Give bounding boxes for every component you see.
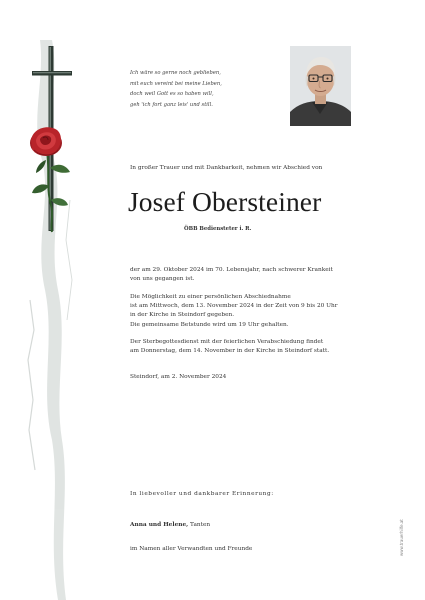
announcement-body [130,266,375,390]
funeral-service-paragraph [130,338,375,356]
intro-text: In großer Trauer und mit Dankbarkeit, nehmen wir Abschied von [130,165,323,171]
verse-line: geh 'ich fort ganz leis' und still. [130,101,213,108]
place-date: Steindorf, am 2. November 2024 [130,373,227,380]
remembrance-line: In liebevoller und dankbarer Erinnerung: [130,491,274,497]
rose-icon [30,127,62,156]
text-line: Die Möglichkeit zu einer persönlichen Abschiednahme [130,293,291,300]
verse-line: doch weil Gott es so haben will, [130,91,214,98]
mourner-relation: Tanten [190,522,211,528]
text-line: am Donnerstag, dem 14. November in der Kirche in Steindorf statt. [130,348,330,355]
deceased-profession: ÖBB Bediensteter i. R. [184,226,252,232]
farewell-info-paragraph [130,293,375,330]
deceased-name: Josef Obersteiner [128,186,322,217]
mourners-line [130,522,210,528]
verse-line: Ich wäre so gerne noch geblieben, [130,70,221,76]
text-line: der am 29. Oktober 2024 im 70. Lebensjahr, nach schwerer Krankeit [130,267,333,273]
text-line: in der Kirche in Steindorf gegeben. [130,312,235,319]
mourner-names: Anna und Helene, [130,522,189,528]
portrait-photo [290,46,351,126]
text-line: von uns gegangen ist. [130,276,195,283]
text-line: Der Sterbegottesdienst mit der feierlichen Verabschiedung findet [130,339,324,346]
death-notice-paragraph [130,266,375,284]
text-line: Die gemeinsame Betstunde wird um 19 Uhr gehalten. [130,321,289,328]
text-line: ist am Mittwoch, dem 13. November 2024 in der Zeit von 9 bis 20 Uhr [130,303,338,310]
memorial-verse [130,68,280,110]
verse-line: mit euch vereint bei meine Lieben, [130,80,222,87]
relatives-line: im Namen aller Verwandten und Freunde [130,546,253,552]
publisher-credit: www.trauerhilfe.at [399,519,404,556]
cross-with-rose-decoration [0,0,120,600]
